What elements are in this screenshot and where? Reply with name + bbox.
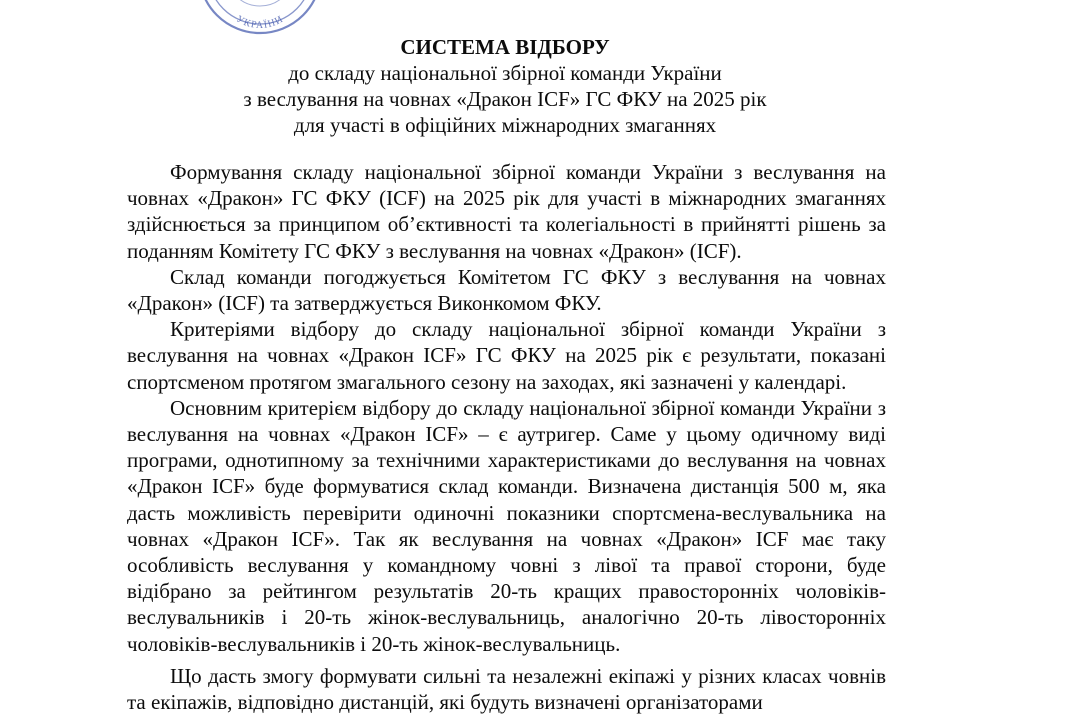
- document-body: [127, 159, 886, 715]
- paragraph: Що дасть змогу формувати сильні та незалежні екіпажі у різних класах човнів та екіпажів, відповідно дистанцій, які будуть визначені організаторами: [127, 663, 886, 715]
- subtitle-line: для участі в офіційних міжнародних змаганнях: [293, 113, 717, 137]
- subtitle-line: до складу національної збірної команди України: [288, 61, 722, 85]
- paragraph: Критеріями відбору до складу національної збірної команди України з веслування на човнах «Дракон ICF» ГС ФКУ на 2025 рік є результати, показані спортсменом протягом змагального сезону на заходах, які зазначені у календарі.: [127, 317, 886, 394]
- document-title: СИСТЕМА ВІДБОРУ: [400, 35, 610, 59]
- svg-text:УКРАЇНИ: УКРАЇНИ: [234, 13, 286, 32]
- paragraph: Основним критерієм відбору до складу національної збірної команди України з веслування на човнах «Дракон ICF» – є аутригер. Саме у цьому одичному виді програми, однотипному за технічними характеристиками до веслування на човнах «Дракон ICF» буде формуватися склад команди. Визначена дистанція 500 м, яка дасть можливість перевірити одиночні показники спортсмена-веслувальника на човнах «Дракон ICF». Так як веслування на човнах «Дракон» ICF має таку особливість веслування у командному човні з лівої та правої сторони, буде відібрано за рейтингом результатів 20-ть кращих правосторонніх чоловіків-веслувальників і 20-ть жінок-веслувальниць, аналогічно 20-ть лівосторонніх чоловіків-веслувальників і 20-ть жінок-веслувальниць.: [127, 395, 886, 656]
- subtitle-line: з веслування на човнах «Дракон ICF» ГС ФКУ на 2025 рік: [243, 87, 767, 111]
- paragraph: Формування складу національної збірної команди України з веслування на човнах «Дракон» ГС ФКУ (ICF) на 2025 рік для участі в міжнародних змаганнях здійснюється за принципом об’єктивності та колегіальності в прийнятті рішень за поданням Комітету ГС ФКУ з веслування на човнах «Дракон» (ICF).: [127, 160, 886, 263]
- paragraph: Склад команди погоджується Комітетом ГС ФКУ з веслування на човнах «Дракон» (ICF) та затверджується Виконкомом ФКУ.: [127, 264, 886, 316]
- official-stamp: [196, 0, 324, 36]
